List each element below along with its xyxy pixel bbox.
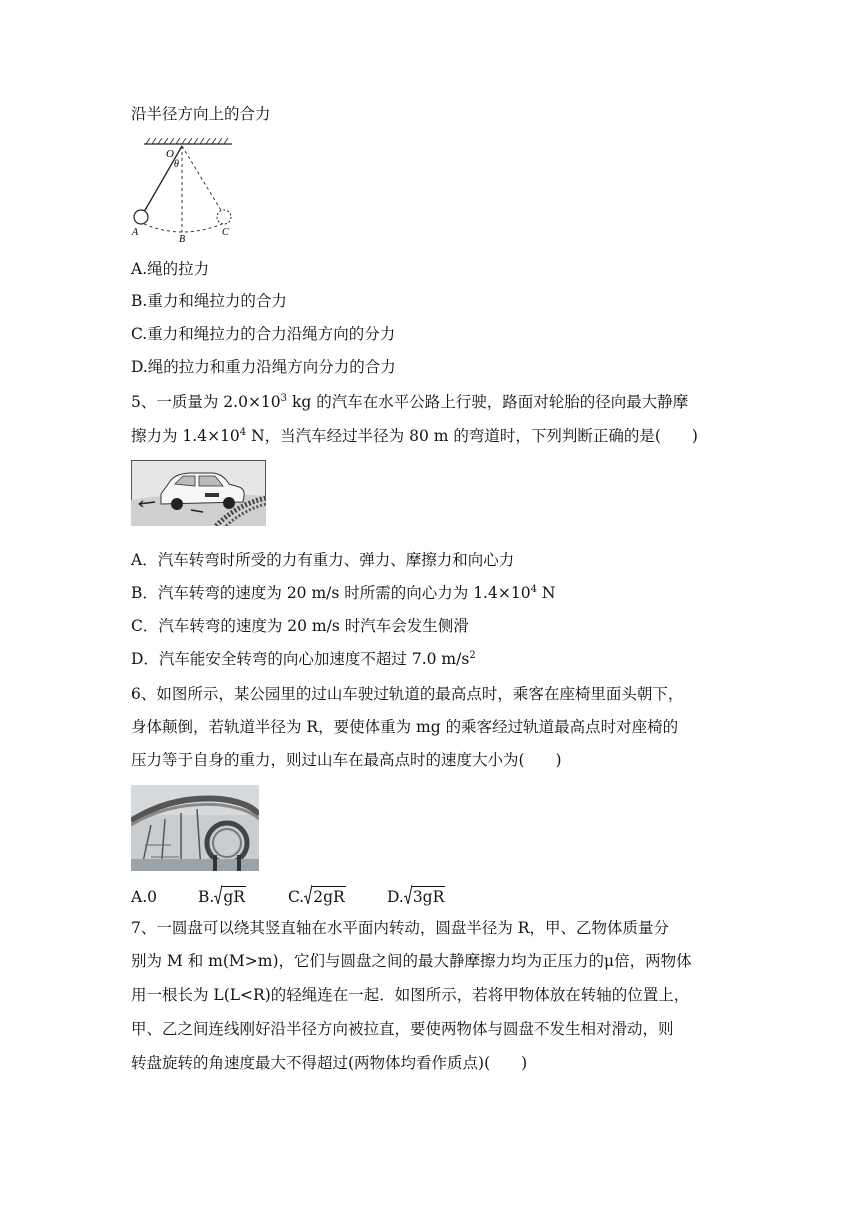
- q5-option-a: A．汽车转弯时所受的力有重力、弹力、摩擦力和向心力: [131, 551, 515, 569]
- q6-option-b: B. gR: [198, 886, 288, 907]
- q7-stem-line2: 别为 M 和 m(M>m)，它们与圆盘之间的最大静摩擦力均为正压力的μ倍，两物体: [131, 952, 692, 970]
- q7-stem-line5: 转盘旋转的角速度最大不得超过(两物体均看作质点)( ): [131, 1054, 528, 1072]
- q5-stem-line2: 擦力为 $1.4\times 10^4$ N，当汽车经过半径为 80 m 的弯道时，下列判断正确的是( ): [131, 427, 698, 445]
- label-c: C: [222, 227, 229, 238]
- label-theta: θ: [174, 159, 179, 170]
- label-b: B: [179, 234, 186, 245]
- q7-stem-line3: 用一根长为 L(L<R)的轻绳连在一起．如图所示，若将甲物体放在转轴的位置上，: [131, 986, 690, 1004]
- q6-stem-line2: 身体颠倒，若轨道半径为 R，要使体重为 mg 的乘客经过轨道最高点时对座椅的: [131, 718, 679, 736]
- q4-option-d: D.绳的拉力和重力沿绳方向分力的合力: [131, 358, 396, 376]
- q7-stem-line4: 甲、乙之间连线刚好沿半径方向被拉直，要使两物体与圆盘不发生相对滑动，则: [131, 1020, 674, 1038]
- q6-stem-line3: 压力等于自身的重力，则过山车在最高点时的速度大小为( ): [131, 751, 562, 769]
- sqrt-symbol: gR: [214, 886, 246, 907]
- label-o: O: [166, 148, 174, 160]
- q4-option-a: A.绳的拉力: [131, 260, 210, 278]
- q6-option-c: C. 2gR: [288, 886, 387, 907]
- q5-stem-line1: 5、一质量为 $2.0\times 10^3$ kg 的汽车在水平公路上行驶，路面对轮胎的径向最大静摩: [131, 393, 689, 411]
- bob-c: [217, 210, 231, 224]
- q6-option-d: D. 3gR: [387, 886, 445, 907]
- q6-options: [131, 886, 731, 907]
- pendulum-figure: [128, 136, 240, 248]
- q6-stem-line1: 6、如图所示，某公园里的过山车驶过轨道的最高点时，乘客在座椅里面头朝下，: [131, 685, 684, 703]
- q7-stem-line1: 7、一圆盘可以绕其竖直轴在水平面内转动，圆盘半径为 R，甲、乙物体质量分: [131, 919, 669, 937]
- label-a: A: [132, 227, 139, 238]
- pendulum-string: [144, 146, 182, 212]
- q4-option-c: C.重力和绳拉力的合力沿绳方向的分力: [131, 325, 396, 343]
- sqrt-symbol: 3gR: [404, 886, 445, 907]
- q5-option-c: C．汽车转弯的速度为 20 m/s 时汽车会发生侧滑: [131, 617, 469, 635]
- q5-option-b: B．汽车转弯的速度为 20 m/s 时所需的向心力为 $1.4\times 10^4$ N: [131, 584, 556, 602]
- q5-option-d: D．汽车能安全转弯的向心加速度不超过 7.0 $m/s^2$: [131, 650, 476, 668]
- q4-option-b: B.重力和绳拉力的合力: [131, 292, 287, 310]
- intro-line: 沿半径方向上的合力: [131, 105, 271, 123]
- car-turning-image: [131, 460, 266, 526]
- bob-a: [134, 210, 148, 224]
- roller-coaster-image: [131, 785, 259, 871]
- q6-option-a: A.0: [131, 888, 157, 906]
- sqrt-symbol: 2gR: [304, 886, 345, 907]
